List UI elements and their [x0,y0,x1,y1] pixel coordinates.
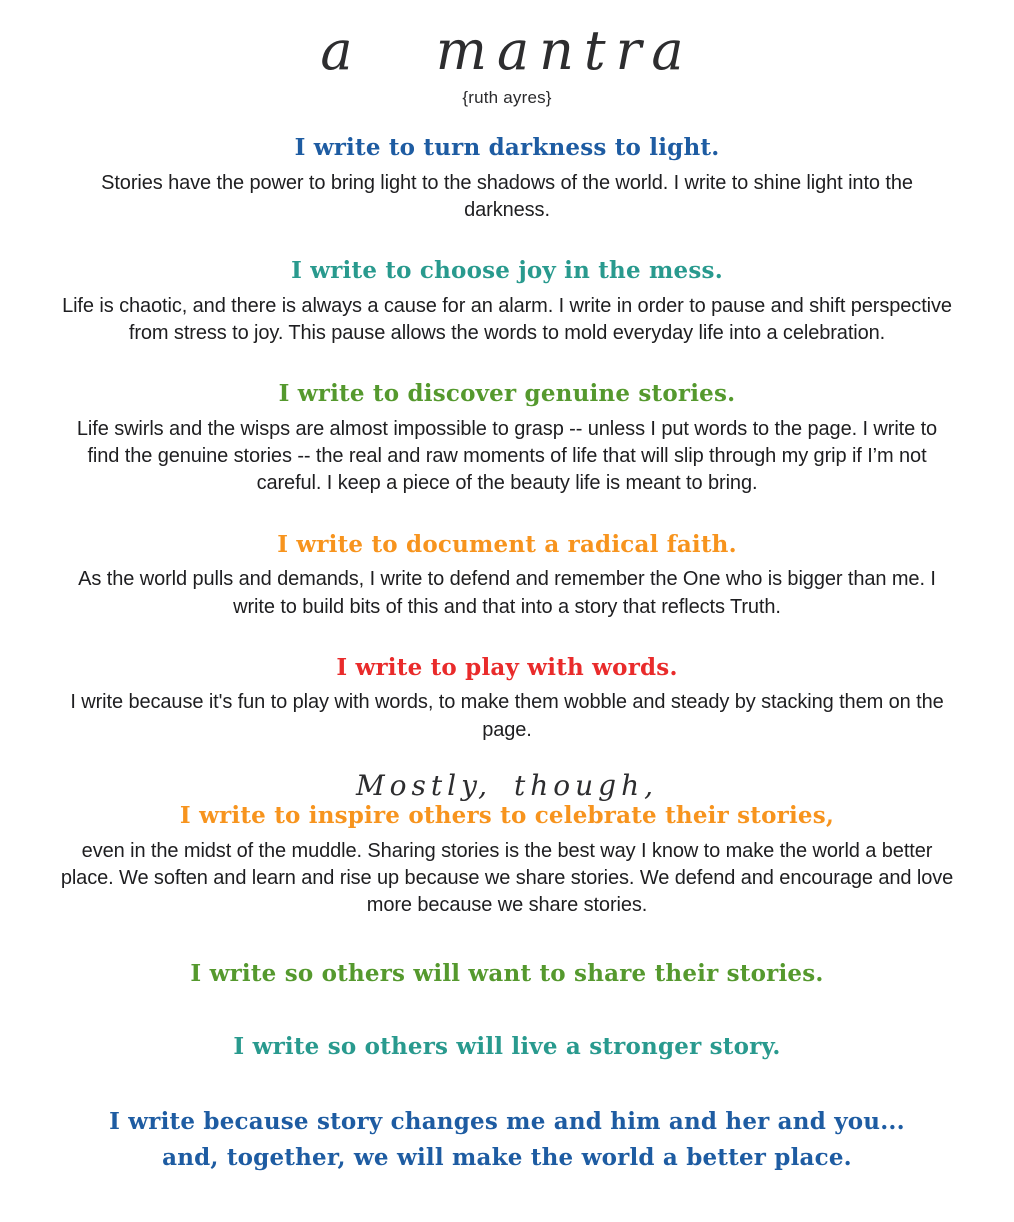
section-choose-joy [60,257,954,347]
poster-title: a mantra [320,19,694,82]
section-heading: I write to inspire others to celebrate their stories, [179,802,835,830]
section-story-changes [60,1104,954,1175]
section-body: Stories have the power to bring light to the shadows of the world. I write to shine light into the darkness. [101,171,913,221]
section-body: even in the midst of the muddle. Sharing stories is the best way I know to make the world a better place. We soften and learn and rise up because we share stories. We defend and encourage and love more because we share stories. [60,839,954,917]
section-heading-line-1: I write because story changes me and him and her and you... [109,1108,905,1136]
section-heading: I write to document a radical faith. [277,530,737,558]
section-heading: I write to turn darkness to light. [294,134,720,161]
section-heading: I write so others will want to share their stories. [190,959,824,987]
section-inspire-others [60,768,954,920]
section-heading: I write to discover genuine stories. [278,380,736,408]
section-heading [60,1104,954,1175]
poster-author: {ruth ayres} [462,88,552,107]
section-discover-genuine-stories [60,380,954,497]
section-others-stronger-story [60,1033,954,1062]
section-document-radical-faith [60,531,954,621]
script-leadin: Mostly, though, [355,768,659,802]
section-others-share-stories [60,960,954,989]
section-body: Life swirls and the wisps are almost impossible to grasp -- unless I put words to the page. I write to find the genuine stories -- the real and raw moments of life that will slip through my grip if I’m not careful. I keep a piece of the beauty life is meant to bring. [76,418,938,495]
section-body: Life is chaotic, and there is always a cause for an alarm. I write in order to pause and shift perspective from stress to joy. This pause allows the words to mold everyday life into a celebration. [62,294,952,345]
section-body: As the world pulls and demands, I write to defend and remember the One who is bigger than me. I write to build bits of this and that into a story that reflects Truth. [78,568,936,618]
section-play-with-words [60,654,954,744]
section-heading: I write so others will live a stronger story. [233,1033,781,1061]
section-body: I write because it's fun to play with words, to make them wobble and steady by stacking them on the page. [70,691,944,741]
section-heading-line-2: and, together, we will make the world a better place. [162,1143,852,1171]
section-heading: I write to play with words. [336,653,678,681]
section-heading: I write to choose joy in the mess. [291,257,723,285]
section-turn-darkness-to-light [60,134,954,224]
